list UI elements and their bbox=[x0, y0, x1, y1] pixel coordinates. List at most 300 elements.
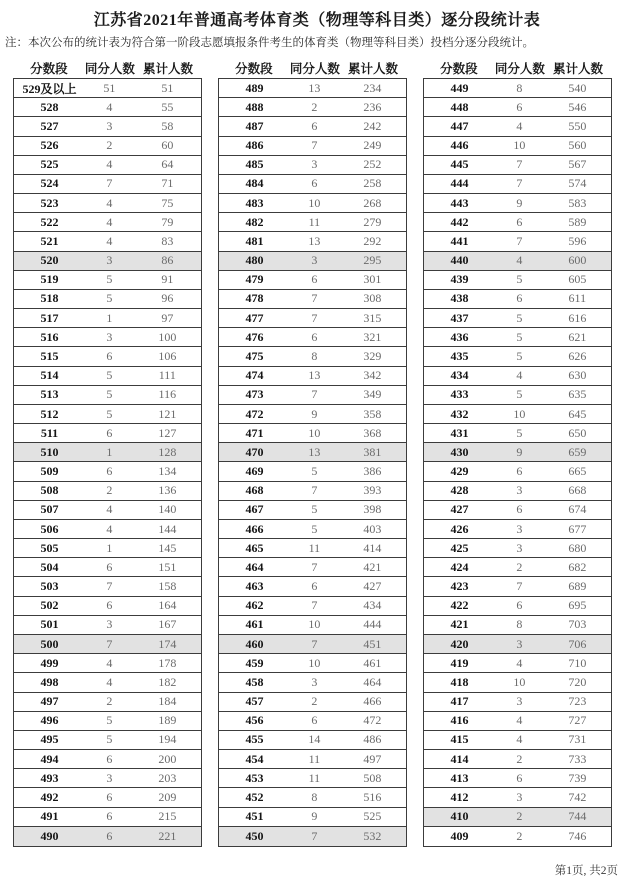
score-range-cell: 511 bbox=[40, 425, 59, 440]
score-range-cell: 526 bbox=[40, 138, 59, 153]
cumulative-count-cell: 532 bbox=[363, 828, 382, 843]
table-row bbox=[424, 252, 611, 271]
score-range-cell: 504 bbox=[40, 559, 59, 574]
same-score-count-cell: 6 bbox=[311, 176, 318, 191]
table-row bbox=[219, 501, 406, 520]
score-range-cell: 430 bbox=[450, 444, 469, 459]
same-score-count-cell: 4 bbox=[106, 521, 113, 536]
table-row bbox=[14, 424, 201, 443]
score-range-cell: 529及以上 bbox=[22, 81, 77, 96]
same-score-count-cell: 6 bbox=[516, 214, 523, 229]
same-score-count-cell: 5 bbox=[106, 713, 113, 728]
table-row bbox=[14, 827, 201, 846]
same-score-count-cell: 6 bbox=[106, 464, 113, 479]
score-range-cell: 422 bbox=[450, 598, 469, 613]
cumulative-count-cell: 58 bbox=[161, 118, 174, 133]
table-row bbox=[14, 79, 201, 98]
cumulative-count-cell: 292 bbox=[363, 233, 382, 248]
same-score-count-cell: 13 bbox=[308, 368, 321, 383]
table-row bbox=[219, 405, 406, 424]
same-score-count-cell: 14 bbox=[308, 732, 321, 747]
score-range-cell: 499 bbox=[40, 655, 59, 670]
score-range-cell: 462 bbox=[245, 598, 264, 613]
same-score-count-cell: 7 bbox=[311, 559, 318, 574]
cumulative-count-cell: 659 bbox=[568, 444, 587, 459]
same-score-count-cell: 6 bbox=[311, 329, 318, 344]
cumulative-count-cell: 739 bbox=[568, 770, 587, 785]
table-row bbox=[14, 137, 201, 156]
table-row bbox=[219, 79, 406, 98]
cumulative-count-cell: 91 bbox=[161, 272, 174, 287]
cumulative-count-cell: 203 bbox=[158, 770, 177, 785]
score-range-cell: 523 bbox=[40, 195, 59, 210]
score-range-cell: 480 bbox=[245, 253, 264, 268]
table-row bbox=[14, 117, 201, 136]
cumulative-count-cell: 744 bbox=[568, 809, 587, 824]
same-score-count-cell: 6 bbox=[311, 272, 318, 287]
same-score-count-cell: 6 bbox=[311, 118, 318, 133]
same-score-count-cell: 7 bbox=[106, 176, 113, 191]
table-row bbox=[14, 405, 201, 424]
score-range-cell: 412 bbox=[450, 789, 469, 804]
score-range-cell: 478 bbox=[245, 291, 264, 306]
cumulative-count-cell: 83 bbox=[161, 233, 174, 248]
score-range-cell: 464 bbox=[245, 559, 264, 574]
table-row bbox=[14, 673, 201, 692]
cumulative-count-cell: 689 bbox=[568, 579, 587, 594]
cumulative-count-cell: 145 bbox=[158, 540, 177, 555]
cumulative-count-cell: 111 bbox=[158, 368, 176, 383]
same-score-count-cell: 7 bbox=[311, 483, 318, 498]
table-row bbox=[424, 213, 611, 232]
score-range-cell: 528 bbox=[40, 99, 59, 114]
cumulative-count-cell: 182 bbox=[158, 674, 177, 689]
table-row bbox=[424, 597, 611, 616]
cumulative-count-cell: 349 bbox=[363, 387, 382, 402]
table-row bbox=[219, 194, 406, 213]
score-range-cell: 460 bbox=[245, 636, 264, 651]
same-score-count-cell: 7 bbox=[311, 636, 318, 651]
cumulative-count-cell: 127 bbox=[158, 425, 177, 440]
same-score-count-cell: 9 bbox=[516, 444, 523, 459]
score-range-cell: 409 bbox=[450, 828, 469, 843]
score-range-cell: 515 bbox=[40, 348, 59, 363]
same-score-count-cell: 2 bbox=[516, 828, 523, 843]
score-range-cell: 410 bbox=[450, 809, 469, 824]
same-score-count-cell: 10 bbox=[308, 617, 321, 632]
table-row bbox=[14, 482, 201, 501]
same-score-count-cell: 11 bbox=[308, 770, 321, 785]
cumulative-count-cell: 249 bbox=[363, 138, 382, 153]
score-range-cell: 498 bbox=[40, 674, 59, 689]
table-row bbox=[424, 137, 611, 156]
score-range-cell: 463 bbox=[245, 579, 264, 594]
table-row bbox=[219, 137, 406, 156]
table-row bbox=[219, 271, 406, 290]
score-range-cell: 507 bbox=[40, 502, 59, 517]
score-range-cell: 488 bbox=[245, 99, 264, 114]
same-score-count-cell: 4 bbox=[106, 214, 113, 229]
score-range-cell: 423 bbox=[450, 579, 469, 594]
cumulative-count-cell: 451 bbox=[363, 636, 382, 651]
same-score-count-cell: 5 bbox=[516, 310, 523, 325]
table-row bbox=[14, 156, 201, 175]
cumulative-count-cell: 630 bbox=[568, 368, 587, 383]
table-row bbox=[219, 520, 406, 539]
cumulative-count-cell: 540 bbox=[568, 80, 587, 95]
same-score-count-cell: 6 bbox=[106, 828, 113, 843]
table-row bbox=[14, 635, 201, 654]
table-row bbox=[219, 309, 406, 328]
same-score-count-cell: 5 bbox=[311, 464, 318, 479]
score-range-cell: 469 bbox=[245, 464, 264, 479]
same-score-count-cell: 8 bbox=[311, 789, 318, 804]
score-range-cell: 448 bbox=[450, 99, 469, 114]
score-range-cell: 506 bbox=[40, 521, 59, 536]
cumulative-count-cell: 242 bbox=[363, 118, 382, 133]
same-score-count-cell: 7 bbox=[516, 233, 523, 248]
score-range-cell: 486 bbox=[245, 138, 264, 153]
cumulative-count-cell: 746 bbox=[568, 828, 587, 843]
score-range-cell: 492 bbox=[40, 789, 59, 804]
table-row bbox=[219, 827, 406, 846]
table-row bbox=[424, 616, 611, 635]
score-range-cell: 417 bbox=[450, 694, 469, 709]
score-range-cell: 479 bbox=[245, 272, 264, 287]
same-score-count-cell: 6 bbox=[106, 425, 113, 440]
table-row bbox=[424, 367, 611, 386]
score-range-cell: 425 bbox=[450, 540, 469, 555]
score-range-cell: 477 bbox=[245, 310, 264, 325]
same-score-count-cell: 4 bbox=[516, 368, 523, 383]
score-range-cell: 514 bbox=[40, 368, 59, 383]
cumulative-count-cell: 472 bbox=[363, 713, 382, 728]
cumulative-count-cell: 321 bbox=[363, 329, 382, 344]
cumulative-count-cell: 616 bbox=[568, 310, 587, 325]
table-row bbox=[424, 558, 611, 577]
cumulative-count-cell: 567 bbox=[568, 157, 587, 172]
same-score-count-cell: 10 bbox=[308, 425, 321, 440]
same-score-count-cell: 6 bbox=[106, 751, 113, 766]
table-row bbox=[219, 712, 406, 731]
same-score-count-cell: 4 bbox=[106, 655, 113, 670]
cumulative-count-cell: 64 bbox=[161, 157, 174, 172]
score-range-cell: 484 bbox=[245, 176, 264, 191]
cumulative-count-cell: 421 bbox=[363, 559, 382, 574]
score-range-cell: 439 bbox=[450, 272, 469, 287]
score-range-cell: 495 bbox=[40, 732, 59, 747]
score-range-cell: 457 bbox=[245, 694, 264, 709]
same-score-count-cell: 6 bbox=[516, 291, 523, 306]
same-score-count-cell: 2 bbox=[311, 99, 318, 114]
score-range-cell: 415 bbox=[450, 732, 469, 747]
table-row bbox=[219, 156, 406, 175]
table-row bbox=[424, 501, 611, 520]
same-score-count-cell: 4 bbox=[106, 99, 113, 114]
score-range-cell: 440 bbox=[450, 253, 469, 268]
column-header-same-score-count: 同分人数 bbox=[289, 61, 340, 76]
same-score-count-cell: 4 bbox=[106, 502, 113, 517]
table-row bbox=[424, 347, 611, 366]
cumulative-count-cell: 97 bbox=[161, 310, 174, 325]
cumulative-count-cell: 650 bbox=[568, 425, 587, 440]
same-score-count-cell: 3 bbox=[311, 253, 318, 268]
tables-row bbox=[13, 57, 634, 847]
table-row bbox=[14, 290, 201, 309]
same-score-count-cell: 6 bbox=[516, 502, 523, 517]
table-row bbox=[219, 769, 406, 788]
same-score-count-cell: 6 bbox=[106, 598, 113, 613]
page-indicator: 第1页, 共2页 bbox=[554, 865, 618, 877]
table-row bbox=[219, 539, 406, 558]
same-score-count-cell: 9 bbox=[311, 809, 318, 824]
table-row bbox=[219, 654, 406, 673]
score-range-cell: 429 bbox=[450, 464, 469, 479]
cumulative-count-cell: 461 bbox=[363, 655, 382, 670]
cumulative-count-cell: 358 bbox=[363, 406, 382, 421]
score-range-cell: 453 bbox=[245, 770, 264, 785]
score-range-cell: 459 bbox=[245, 655, 264, 670]
score-table-1 bbox=[13, 57, 202, 847]
cumulative-count-cell: 234 bbox=[363, 80, 382, 95]
table-row bbox=[424, 156, 611, 175]
cumulative-count-cell: 151 bbox=[158, 559, 177, 574]
same-score-count-cell: 13 bbox=[308, 80, 321, 95]
score-range-cell: 527 bbox=[40, 118, 59, 133]
score-range-cell: 450 bbox=[245, 828, 264, 843]
table-row bbox=[424, 232, 611, 251]
table-row bbox=[14, 367, 201, 386]
table-row bbox=[219, 232, 406, 251]
same-score-count-cell: 11 bbox=[308, 540, 321, 555]
table-row bbox=[219, 731, 406, 750]
same-score-count-cell: 6 bbox=[516, 598, 523, 613]
score-range-cell: 485 bbox=[245, 157, 264, 172]
score-range-cell: 468 bbox=[245, 483, 264, 498]
score-table-2 bbox=[218, 57, 407, 847]
table-row bbox=[14, 769, 201, 788]
score-range-cell: 434 bbox=[450, 368, 469, 383]
table-row bbox=[14, 386, 201, 405]
cumulative-count-cell: 71 bbox=[161, 176, 174, 191]
same-score-count-cell: 2 bbox=[106, 694, 113, 709]
same-score-count-cell: 1 bbox=[106, 444, 113, 459]
score-range-cell: 494 bbox=[40, 751, 59, 766]
cumulative-count-cell: 100 bbox=[158, 329, 177, 344]
table-row bbox=[14, 577, 201, 596]
cumulative-count-cell: 645 bbox=[568, 406, 587, 421]
score-range-cell: 421 bbox=[450, 617, 469, 632]
cumulative-count-cell: 560 bbox=[568, 138, 587, 153]
cumulative-count-cell: 398 bbox=[363, 502, 382, 517]
same-score-count-cell: 6 bbox=[106, 789, 113, 804]
same-score-count-cell: 3 bbox=[516, 636, 523, 651]
table-row bbox=[219, 558, 406, 577]
same-score-count-cell: 10 bbox=[308, 655, 321, 670]
column-header-score-range: 分数段 bbox=[440, 61, 478, 76]
cumulative-count-cell: 682 bbox=[568, 559, 587, 574]
score-range-cell: 458 bbox=[245, 674, 264, 689]
score-range-cell: 509 bbox=[40, 464, 59, 479]
score-range-cell: 419 bbox=[450, 655, 469, 670]
cumulative-count-cell: 96 bbox=[161, 291, 174, 306]
table-row bbox=[219, 616, 406, 635]
score-range-cell: 473 bbox=[245, 387, 264, 402]
cumulative-count-cell: 611 bbox=[568, 291, 587, 306]
cumulative-count-cell: 329 bbox=[363, 348, 382, 363]
cumulative-count-cell: 60 bbox=[161, 138, 174, 153]
same-score-count-cell: 13 bbox=[308, 444, 321, 459]
table-row bbox=[424, 117, 611, 136]
same-score-count-cell: 3 bbox=[311, 157, 318, 172]
cumulative-count-cell: 516 bbox=[363, 789, 382, 804]
score-range-cell: 502 bbox=[40, 598, 59, 613]
cumulative-count-cell: 258 bbox=[363, 176, 382, 191]
same-score-count-cell: 51 bbox=[103, 80, 116, 95]
cumulative-count-cell: 723 bbox=[568, 694, 587, 709]
cumulative-count-cell: 605 bbox=[568, 272, 587, 287]
same-score-count-cell: 3 bbox=[106, 770, 113, 785]
table-header bbox=[13, 57, 202, 78]
same-score-count-cell: 5 bbox=[516, 387, 523, 402]
table-row bbox=[424, 769, 611, 788]
table-row bbox=[424, 462, 611, 481]
score-range-cell: 516 bbox=[40, 329, 59, 344]
same-score-count-cell: 5 bbox=[106, 291, 113, 306]
same-score-count-cell: 5 bbox=[106, 406, 113, 421]
cumulative-count-cell: 550 bbox=[568, 118, 587, 133]
same-score-count-cell: 4 bbox=[106, 157, 113, 172]
table-row bbox=[424, 79, 611, 98]
same-score-count-cell: 2 bbox=[311, 694, 318, 709]
score-range-cell: 454 bbox=[245, 751, 264, 766]
cumulative-count-cell: 674 bbox=[568, 502, 587, 517]
cumulative-count-cell: 295 bbox=[363, 253, 382, 268]
table-row bbox=[424, 443, 611, 462]
same-score-count-cell: 3 bbox=[516, 789, 523, 804]
score-range-cell: 521 bbox=[40, 233, 59, 248]
score-range-cell: 447 bbox=[450, 118, 469, 133]
cumulative-count-cell: 209 bbox=[158, 789, 177, 804]
column-header-score-range: 分数段 bbox=[30, 61, 68, 76]
cumulative-count-cell: 121 bbox=[158, 406, 177, 421]
table-row bbox=[14, 750, 201, 769]
cumulative-count-cell: 720 bbox=[568, 674, 587, 689]
same-score-count-cell: 5 bbox=[106, 368, 113, 383]
cumulative-count-cell: 184 bbox=[158, 694, 177, 709]
score-range-cell: 424 bbox=[450, 559, 469, 574]
table-row bbox=[424, 731, 611, 750]
same-score-count-cell: 4 bbox=[516, 253, 523, 268]
cumulative-count-cell: 106 bbox=[158, 348, 177, 363]
same-score-count-cell: 10 bbox=[308, 195, 321, 210]
same-score-count-cell: 6 bbox=[516, 99, 523, 114]
table-header bbox=[423, 57, 612, 78]
score-range-cell: 470 bbox=[245, 444, 264, 459]
cumulative-count-cell: 403 bbox=[363, 521, 382, 536]
score-range-cell: 438 bbox=[450, 291, 469, 306]
same-score-count-cell: 7 bbox=[311, 598, 318, 613]
table-row bbox=[219, 693, 406, 712]
cumulative-count-cell: 497 bbox=[363, 751, 382, 766]
score-range-cell: 413 bbox=[450, 770, 469, 785]
table-row bbox=[424, 405, 611, 424]
table-row bbox=[219, 635, 406, 654]
same-score-count-cell: 4 bbox=[106, 233, 113, 248]
same-score-count-cell: 4 bbox=[516, 655, 523, 670]
score-range-cell: 525 bbox=[40, 157, 59, 172]
cumulative-count-cell: 731 bbox=[568, 732, 587, 747]
cumulative-count-cell: 600 bbox=[568, 253, 587, 268]
table-row bbox=[424, 271, 611, 290]
cumulative-count-cell: 368 bbox=[363, 425, 382, 440]
same-score-count-cell: 10 bbox=[513, 674, 526, 689]
table-row bbox=[14, 443, 201, 462]
score-range-cell: 519 bbox=[40, 272, 59, 287]
same-score-count-cell: 7 bbox=[106, 579, 113, 594]
table-row bbox=[14, 194, 201, 213]
cumulative-count-cell: 174 bbox=[158, 636, 177, 651]
table-row bbox=[219, 482, 406, 501]
score-range-cell: 449 bbox=[450, 80, 469, 95]
table-row bbox=[424, 750, 611, 769]
score-range-cell: 487 bbox=[245, 118, 264, 133]
score-range-cell: 505 bbox=[40, 540, 59, 555]
table-row bbox=[219, 462, 406, 481]
same-score-count-cell: 5 bbox=[106, 387, 113, 402]
score-range-cell: 472 bbox=[245, 406, 264, 421]
cumulative-count-cell: 635 bbox=[568, 387, 587, 402]
same-score-count-cell: 3 bbox=[311, 674, 318, 689]
cumulative-count-cell: 626 bbox=[568, 348, 587, 363]
same-score-count-cell: 13 bbox=[308, 233, 321, 248]
cumulative-count-cell: 200 bbox=[158, 751, 177, 766]
same-score-count-cell: 6 bbox=[106, 809, 113, 824]
table-row bbox=[424, 827, 611, 846]
cumulative-count-cell: 55 bbox=[161, 99, 174, 114]
table-row bbox=[14, 309, 201, 328]
table-row bbox=[219, 98, 406, 117]
score-range-cell: 522 bbox=[40, 214, 59, 229]
table-row bbox=[424, 788, 611, 807]
table-row bbox=[14, 788, 201, 807]
same-score-count-cell: 3 bbox=[106, 253, 113, 268]
table-row bbox=[219, 597, 406, 616]
same-score-count-cell: 8 bbox=[516, 617, 523, 632]
table-row bbox=[219, 252, 406, 271]
table-row bbox=[424, 424, 611, 443]
same-score-count-cell: 7 bbox=[311, 828, 318, 843]
cumulative-count-cell: 315 bbox=[363, 310, 382, 325]
cumulative-count-cell: 414 bbox=[363, 540, 382, 555]
same-score-count-cell: 1 bbox=[106, 540, 113, 555]
cumulative-count-cell: 703 bbox=[568, 617, 587, 632]
column-header-cumulative-count: 累计人数 bbox=[142, 61, 193, 76]
cumulative-count-cell: 386 bbox=[363, 464, 382, 479]
score-range-cell: 493 bbox=[40, 770, 59, 785]
table-row bbox=[424, 808, 611, 827]
cumulative-count-cell: 742 bbox=[568, 789, 587, 804]
cumulative-count-cell: 727 bbox=[568, 713, 587, 728]
table-row bbox=[424, 673, 611, 692]
table-row bbox=[14, 616, 201, 635]
same-score-count-cell: 4 bbox=[516, 118, 523, 133]
same-score-count-cell: 7 bbox=[106, 636, 113, 651]
score-range-cell: 510 bbox=[40, 444, 59, 459]
same-score-count-cell: 7 bbox=[311, 387, 318, 402]
same-score-count-cell: 5 bbox=[311, 502, 318, 517]
table-row bbox=[424, 577, 611, 596]
